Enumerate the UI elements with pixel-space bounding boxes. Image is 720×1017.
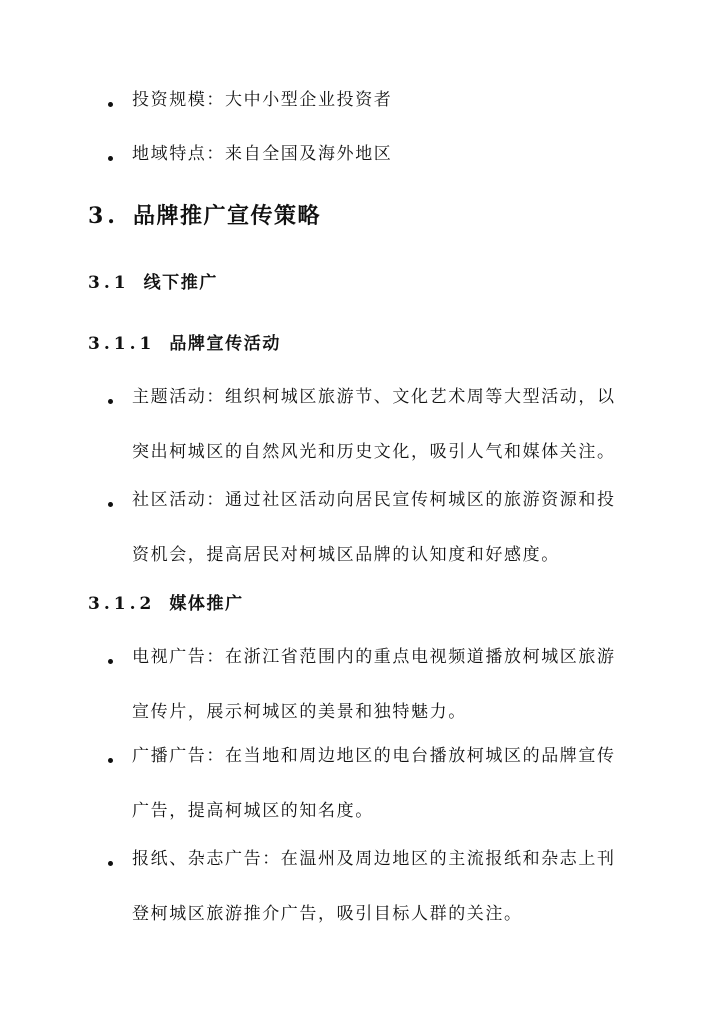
bullet-dot bbox=[108, 861, 113, 866]
section-heading-3-1 bbox=[88, 268, 218, 293]
bullet-dot bbox=[108, 102, 113, 107]
list-item-text: 报纸、杂志广告：在温州及周边地区的主流报纸和杂志上刊登柯城区旅游推介广告，吸引目标人群的关注。 bbox=[132, 849, 616, 924]
bullet-dot bbox=[108, 758, 113, 763]
section-heading-3 bbox=[88, 199, 321, 230]
section-number: 3.1 bbox=[88, 273, 130, 293]
section-title: 品牌宣传活动 bbox=[169, 334, 281, 354]
section-title: 媒体推广 bbox=[169, 594, 244, 614]
list-item-text: 地域特点：来自全国及海外地区 bbox=[132, 144, 393, 164]
section-title: 品牌推广宣传策略 bbox=[132, 203, 321, 229]
bullet-dot bbox=[108, 659, 113, 664]
list-item-text: 主题活动：组织柯城区旅游节、文化艺术周等大型活动，以突出柯城区的自然风光和历史文化，吸引人气和媒体关注。 bbox=[132, 387, 616, 462]
section-heading-3-1-1 bbox=[88, 329, 281, 354]
list-item-text: 社区活动：通过社区活动向居民宣传柯城区的旅游资源和投资机会，提高居民对柯城区品牌的认知度和好感度。 bbox=[132, 490, 616, 565]
list-item-text: 广播广告：在当地和周边地区的电台播放柯城区的品牌宣传广告，提高柯城区的知名度。 bbox=[132, 746, 616, 821]
list-item-text: 电视广告：在浙江省范围内的重点电视频道播放柯城区旅游宣传片，展示柯城区的美景和独特魅力。 bbox=[132, 647, 616, 722]
section-number: 3.1.1 bbox=[88, 334, 156, 354]
bullet-dot bbox=[108, 156, 113, 161]
list-item-text: 投资规模：大中小型企业投资者 bbox=[132, 90, 393, 110]
section-heading-3-1-2 bbox=[88, 589, 244, 614]
section-number: 3. bbox=[88, 203, 119, 229]
bullet-dot bbox=[108, 502, 113, 507]
bullet-dot bbox=[108, 399, 113, 404]
section-number: 3.1.2 bbox=[88, 594, 156, 614]
section-title: 线下推广 bbox=[143, 273, 218, 293]
